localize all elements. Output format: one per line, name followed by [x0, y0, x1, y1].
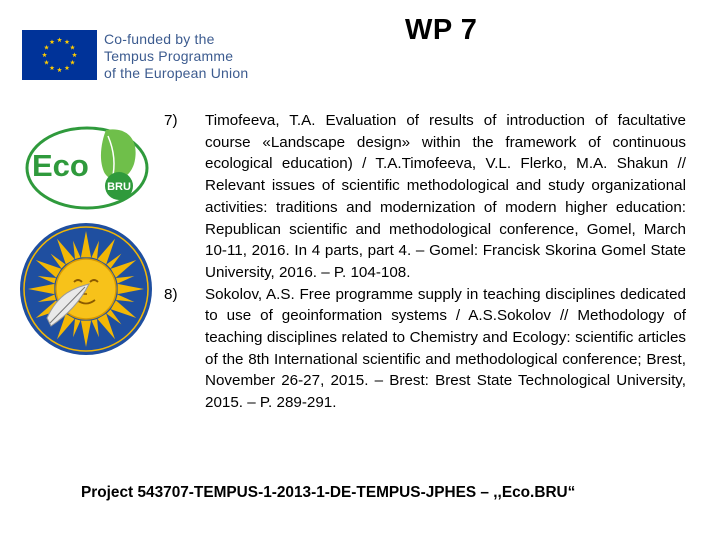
- reference-item: [164, 110, 686, 284]
- bru-text: BRU: [107, 181, 131, 193]
- slide-header: [0, 0, 720, 100]
- slide-title: WP 7: [405, 14, 478, 46]
- reference-item: [164, 284, 686, 414]
- eco-text: Eco: [32, 148, 89, 183]
- reference-text: Timofeeva, T.A. Evaluation of results of introduction of facultative course «Landscape design» within the framework of continuous ecological education) / T.A.Timofeeva, V.L. Flerko, M.A. Shakun // Relevant issues of scientific methodological and study organizational activities: traditions and modernization of modern higher education: Republican scientific and methodological conference, Gomel, March 10-11, 2016. In 4 parts, part 4. – Gomel: Francisk Skorina Gomel State University, 2016. – P. 104-108.: [205, 112, 686, 281]
- reference-list: [164, 110, 686, 414]
- eu-flag-icon: [22, 30, 97, 80]
- eu-text-line: of the European Union: [104, 65, 249, 81]
- sun-emblem-logo: [19, 222, 153, 356]
- reference-text: Sokolov, A.S. Free programme supply in teaching disciplines dedicated to use of geoinformation systems / A.S.Sokolov // Methodology of teaching disciplines related to Chemistry and Ecology: scientific articles of the 8th International scientific and methodological conference; Brest, November 26-27, 2015. – Brest: Brest State Technological University, 2015. – P. 289-291.: [205, 285, 686, 412]
- eu-text-line: Tempus Programme: [104, 48, 234, 64]
- eu-text-line: Co-funded by the: [104, 31, 215, 47]
- eu-cofunding-text: [104, 31, 304, 82]
- reference-number: 7): [164, 112, 178, 129]
- reference-number: 8): [164, 285, 178, 303]
- ecobru-logo: [24, 124, 150, 212]
- project-footer: Project 543707-TEMPUS-1-2013-1-DE-TEMPUS-JPHES – ,,Eco.BRU“: [81, 484, 576, 501]
